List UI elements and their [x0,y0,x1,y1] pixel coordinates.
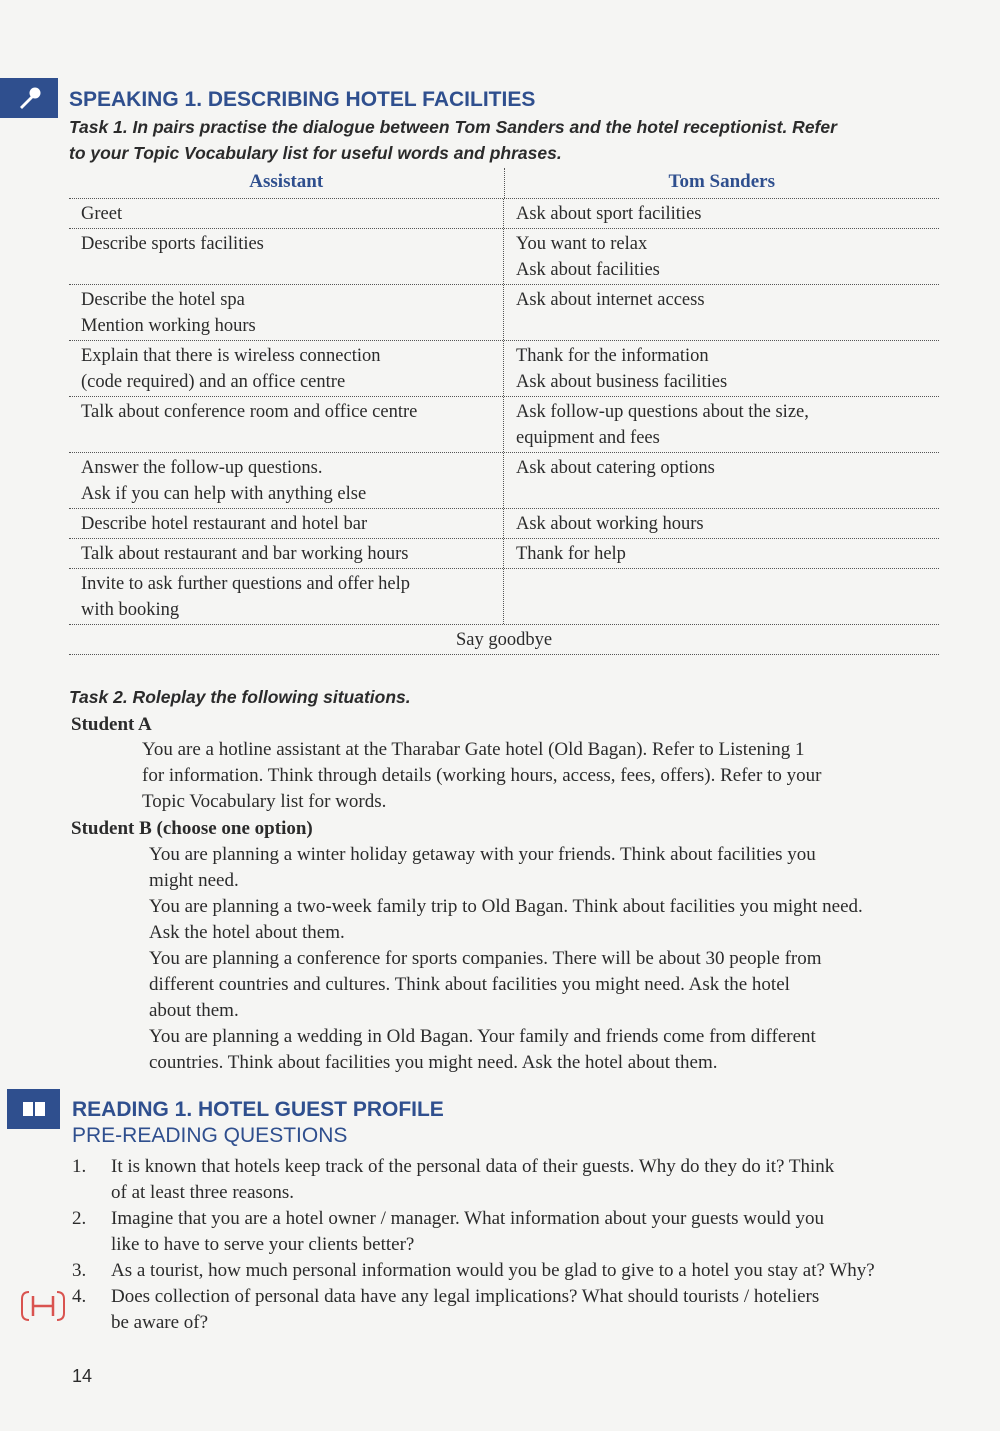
option-line: might need. [149,870,239,891]
tom-sanders-line: Ask about working hours [516,514,704,534]
book-icon [22,1100,46,1118]
tom-sanders-cell [504,539,939,568]
option-line: Ask the hotel about them. [149,922,345,943]
tom-sanders-cell [504,229,939,284]
dialogue-table-header [69,168,939,199]
option-line: You are planning a two-week family trip to Old Bagan. Think about facilities you might need. [149,896,863,917]
dialogue-rows [69,199,939,625]
microphone-icon [14,85,44,111]
question-line: As a tourist, how much personal information would you be glad to give to a hotel you stay at? Why? [111,1260,875,1281]
tom-sanders-cell [504,397,939,452]
assistant-cell [69,539,504,568]
assistant-line: Describe hotel restaurant and hotel bar [81,514,368,534]
header-assistant: Assistant [69,168,505,198]
option-line: You are planning a conference for sports companies. There will be about 30 people from [149,948,822,969]
assistant-cell [69,569,504,624]
tom-sanders-line: Ask about internet access [516,290,705,310]
dialogue-row [69,453,939,509]
assistant-line: Talk about restaurant and bar working hours [81,544,409,564]
tom-sanders-line: Thank for the information [516,346,709,366]
question-line: Imagine that you are a hotel owner / manager. What information about your guests would you [111,1208,825,1229]
reading-title: READING 1. HOTEL GUEST PROFILE [72,1098,444,1121]
tom-sanders-cell [504,341,939,396]
assistant-line: Mention working hours [81,316,256,336]
tom-sanders-line: equipment and fees [516,428,660,448]
question-number: 3. [72,1260,87,1281]
student-a-label: Student A [71,714,152,735]
speaking-section-icon-box [0,78,58,118]
tom-sanders-cell [504,199,939,228]
dialogue-row [69,285,939,341]
tom-sanders-line: Ask about facilities [516,260,660,280]
option-line: about them. [149,1000,239,1021]
reading-section-icon-box [7,1089,60,1129]
assistant-cell [69,509,504,538]
tom-sanders-line: Ask about sport facilities [516,204,702,224]
question-number: 2. [72,1208,87,1229]
assistant-line: (code required) and an office centre [81,372,346,392]
tom-sanders-cell [504,285,939,340]
assistant-cell [69,397,504,452]
assistant-line: with booking [81,600,180,620]
student-a-line2: for information. Think through details (working hours, access, fees, offers). Refer to your [142,765,822,786]
task2-instruction: Task 2. Roleplay the following situations. [69,687,411,707]
assistant-cell [69,285,504,340]
dialogue-row [69,569,939,625]
option-line: countries. Think about facilities you might need. Ask the hotel about them. [149,1052,718,1073]
assistant-line: Describe the hotel spa [81,290,245,310]
dialogue-row [69,397,939,453]
question-number: 1. [72,1156,87,1177]
assistant-line: Invite to ask further questions and offer help [81,574,410,594]
dialogue-table [69,168,939,655]
assistant-cell [69,341,504,396]
tom-sanders-line: Ask about catering options [516,458,715,478]
assistant-line: Explain that there is wireless connection [81,346,381,366]
assistant-line: Describe sports facilities [81,234,264,254]
task1-instruction-line2: to your Topic Vocabulary list for useful words and phrases. [69,143,562,163]
assistant-line: Answer the follow-up questions. [81,458,323,478]
student-a-line1: You are a hotline assistant at the Tharabar Gate hotel (Old Bagan). Refer to Listening 1 [142,739,805,760]
tom-sanders-cell [504,453,939,508]
say-goodbye: Say goodbye [455,630,553,650]
dialogue-row [69,199,939,229]
dialogue-footer-row [69,625,939,655]
header-tom-sanders: Tom Sanders [668,171,775,192]
student-a-line3: Topic Vocabulary list for words. [142,791,387,812]
tom-sanders-cell [504,509,939,538]
page-number: 14 [72,1366,93,1386]
option-line: You are planning a winter holiday getaway with your friends. Think about facilities you [149,844,816,865]
assistant-cell [69,229,504,284]
pre-reading-subtitle: PRE-READING QUESTIONS [72,1124,348,1147]
speaking-title: SPEAKING 1. DESCRIBING HOTEL FACILITIES [69,88,536,111]
question-line: be aware of? [111,1312,209,1333]
assistant-cell [69,199,504,228]
dialogue-row [69,341,939,397]
student-b-label: Student B (choose one option) [71,818,313,839]
assistant-line: Talk about conference room and office centre [81,402,418,422]
option-line: You are planning a wedding in Old Bagan. Your family and friends come from different [149,1026,816,1047]
assistant-cell [69,453,504,508]
question-number: 4. [72,1286,87,1307]
question-line: like to have to serve your clients better? [111,1234,415,1255]
tom-sanders-line: Ask about business facilities [516,372,728,392]
question-line: It is known that hotels keep track of the personal data of their guests. Why do they do it? Think [111,1156,835,1177]
question-line: of at least three reasons. [111,1182,295,1203]
tom-sanders-line: You want to relax [516,234,648,254]
legal-hint-icon [20,1290,66,1322]
task1-instruction-line1: Task 1. In pairs practise the dialogue between Tom Sanders and the hotel receptionist. Refer [69,117,837,137]
dialogue-row [69,539,939,569]
dialogue-row [69,229,939,285]
question-line: Does collection of personal data have any legal implications? What should tourists / hoteliers [111,1286,820,1307]
tom-sanders-line: Ask follow-up questions about the size, [516,402,809,422]
assistant-line: Ask if you can help with anything else [81,484,367,504]
tom-sanders-line: Thank for help [516,544,626,564]
assistant-line: Greet [81,204,123,224]
dialogue-row [69,509,939,539]
tom-sanders-cell [504,569,939,624]
option-line: different countries and cultures. Think about facilities you might need. Ask the hotel [149,974,790,995]
